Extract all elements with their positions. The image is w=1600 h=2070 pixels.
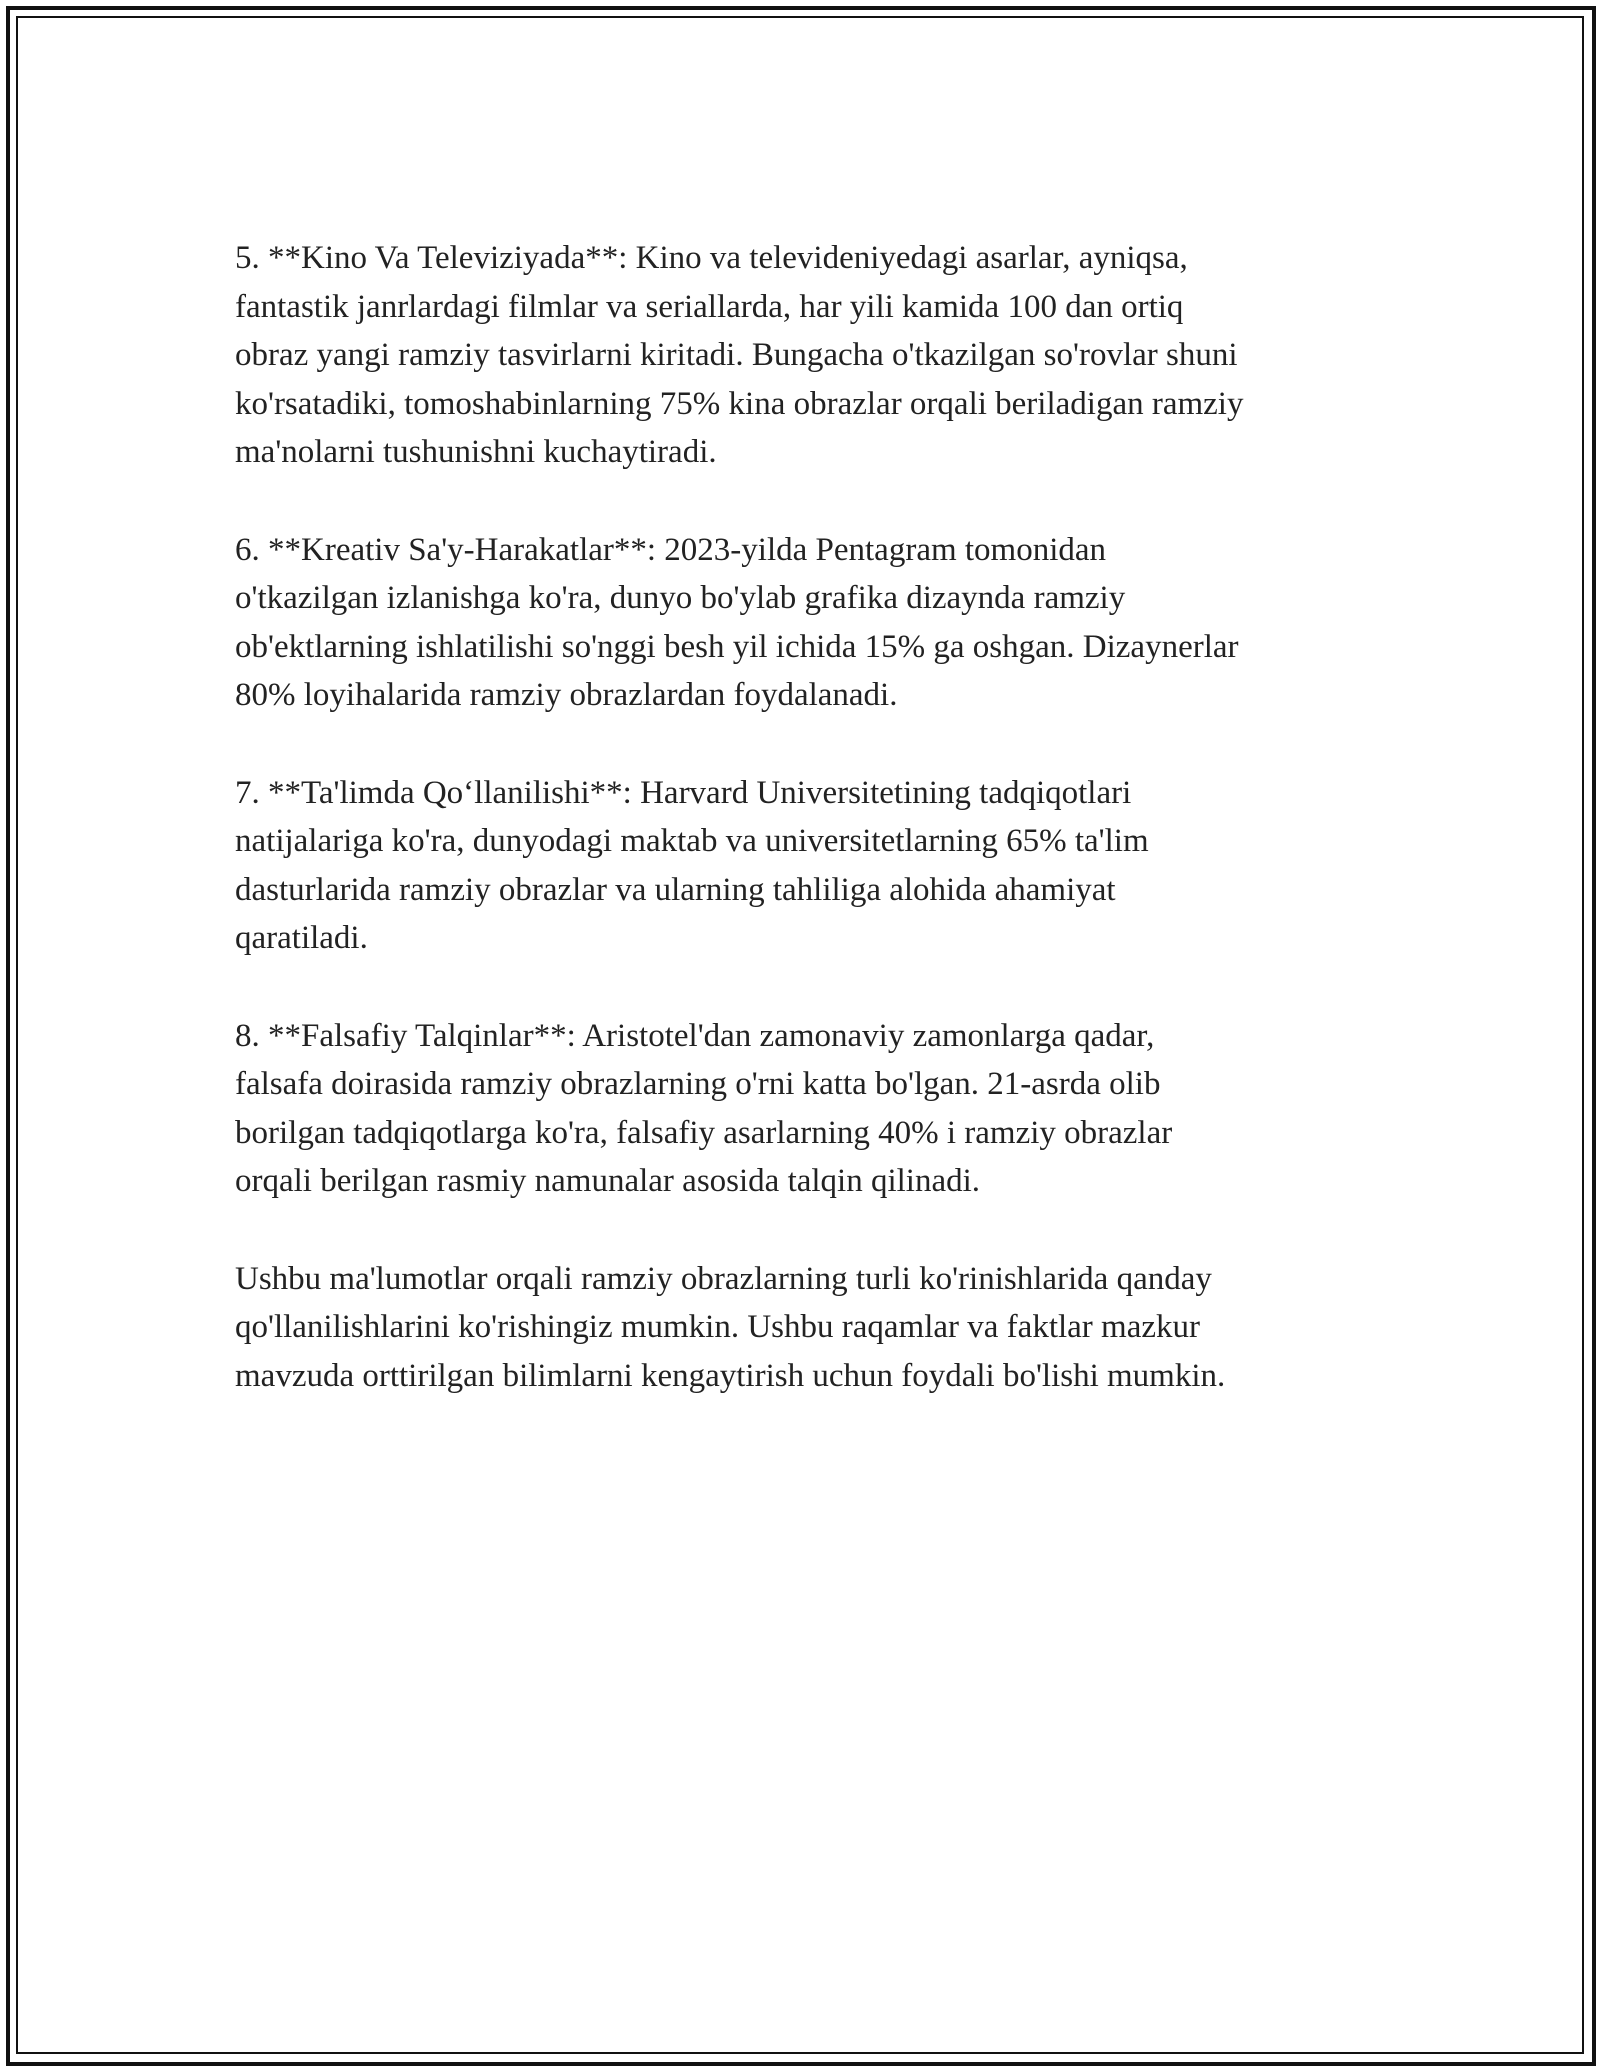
paragraph-kino-va-televiziyada: 5. **Kino Va Televiziyada**: Kino va televideniyedagi asarlar, ayniqsa, fantastik janrlardagi filmlar va seriallarda, har yili kamida 100 dan ortiq obraz yangi ramziy tasvirlarni kiritadi. Bungacha o'tkazilgan so'rovlar shuni ko'rsatadiki, tomoshabinlarning 75% kina obrazlar orqali beriladigan ramziy ma'nolarni tushunishni kuchaytiradi. (235, 240, 1244, 470)
document-body (235, 234, 1375, 1400)
paragraph-talimda-qollanilishi: 7. **Ta'limda Qo‘llanilishi**: Harvard Universitetining tadqiqotlari natijalariga ko'ra, dunyodagi maktab va universitetlarning 65% ta'lim dasturlarida ramziy obrazlar va ularning tahliliga alohida ahamiyat qaratiladi. (235, 774, 1149, 956)
paragraph-conclusion: Ushbu ma'lumotlar orqali ramziy obrazlarning turli ko'rinishlarida qanday qo'llanilishlarini ko'rishingiz mumkin. Ushbu raqamlar va faktlar mazkur mavzuda orttirilgan bilimlarni kengaytirish uchun foydali bo'lishi mumkin. (235, 1260, 1226, 1394)
paragraph-kreativ-say-harakatlar: 6. **Kreativ Sa'y-Harakatlar**: 2023-yilda Pentagram tomonidan o'tkazilgan izlanishga ko'ra, dunyo bo'ylab grafika dizaynda ramziy ob'ektlarning ishlatilishi so'nggi besh yil ichida 15% ga oshgan. Dizaynerlar 80% loyihalarida ramziy obrazlardan foydalanadi. (235, 531, 1239, 713)
paragraph-falsafiy-talqinlar: 8. **Falsafiy Talqinlar**: Aristotel'dan zamonaviy zamonlarga qadar, falsafa doirasida ramziy obrazlarning o'rni katta bo'lgan. 21-asrda olib borilgan tadqiqotlarga ko'ra, falsafiy asarlarning 40% i ramziy obrazlar orqali berilgan rasmiy namunalar asosida talqin qilinadi. (235, 1017, 1173, 1199)
